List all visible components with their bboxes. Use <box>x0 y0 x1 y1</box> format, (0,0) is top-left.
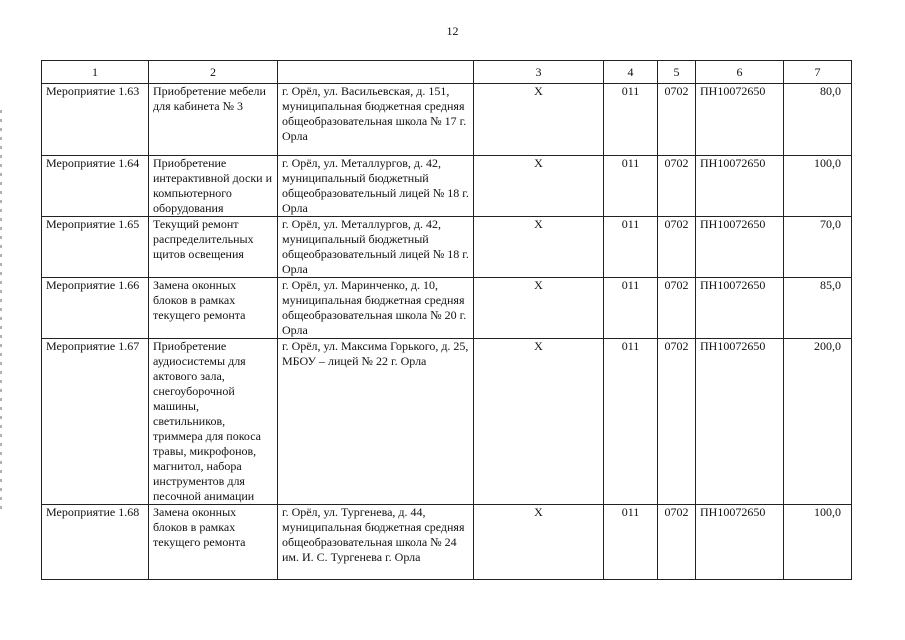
measure-address: г. Орёл, ул. Тургенева, д. 44, муниципальная бюджетная средняя общеобразовательная школа № 24 им. И. С. Тургенева г. Орла <box>278 505 474 580</box>
cell-col-6: ПН10072650 <box>696 339 784 505</box>
table-row <box>42 278 852 339</box>
measure-address: г. Орёл, ул. Металлургов, д. 42, муниципальный бюджетный общеобразовательный лицей № 18 г. Орла <box>278 217 474 278</box>
cell-amount: 100,0 <box>784 156 852 217</box>
column-header-4: 4 <box>604 61 658 84</box>
measures-table <box>41 60 852 580</box>
measure-id: Мероприятие 1.66 <box>42 278 149 339</box>
cell-col-4: 011 <box>604 84 658 156</box>
cell-col-3: Х <box>474 156 604 217</box>
measure-name: Приобретение интерактивной доски и компьютерного оборудования <box>149 156 278 217</box>
measure-address: г. Орёл, ул. Максима Горького, д. 25, МБОУ – лицей № 22 г. Орла <box>278 339 474 505</box>
measure-id: Мероприятие 1.64 <box>42 156 149 217</box>
cell-col-6: ПН10072650 <box>696 84 784 156</box>
cell-col-4: 011 <box>604 278 658 339</box>
cell-amount: 70,0 <box>784 217 852 278</box>
column-header-1: 1 <box>42 61 149 84</box>
table-row <box>42 339 852 505</box>
cell-col-5: 0702 <box>658 278 696 339</box>
measure-name: Приобретение мебели для кабинета № 3 <box>149 84 278 156</box>
cell-amount: 100,0 <box>784 505 852 580</box>
cell-col-5: 0702 <box>658 505 696 580</box>
cell-col-3: Х <box>474 84 604 156</box>
measure-id: Мероприятие 1.65 <box>42 217 149 278</box>
column-header-6: 6 <box>696 61 784 84</box>
measure-address: г. Орёл, ул. Маринченко, д. 10, муниципальная бюджетная средняя общеобразовательная школа № 20 г. Орла <box>278 278 474 339</box>
cell-col-4: 011 <box>604 156 658 217</box>
cell-col-6: ПН10072650 <box>696 217 784 278</box>
column-header-7: 7 <box>784 61 852 84</box>
cell-col-6: ПН10072650 <box>696 278 784 339</box>
measure-address: г. Орёл, ул. Васильевская, д. 151, муниципальная бюджетная средняя общеобразовательная школа № 17 г. Орла <box>278 84 474 156</box>
column-header-3: 3 <box>474 61 604 84</box>
cell-col-5: 0702 <box>658 217 696 278</box>
measure-name: Замена оконных блоков в рамках текущего ремонта <box>149 505 278 580</box>
measure-name: Текущий ремонт распределительных щитов освещения <box>149 217 278 278</box>
cell-col-6: ПН10072650 <box>696 505 784 580</box>
cell-col-5: 0702 <box>658 84 696 156</box>
column-header-5: 5 <box>658 61 696 84</box>
measure-id: Мероприятие 1.67 <box>42 339 149 505</box>
table-row <box>42 217 852 278</box>
column-header-2: 2 <box>149 61 278 84</box>
measure-address: г. Орёл, ул. Металлургов, д. 42, муниципальный бюджетный общеобразовательный лицей № 18 г. Орла <box>278 156 474 217</box>
cell-col-4: 011 <box>604 217 658 278</box>
cell-col-5: 0702 <box>658 156 696 217</box>
table-row <box>42 156 852 217</box>
scan-edge-artifact <box>0 110 2 510</box>
column-header-address <box>278 61 474 84</box>
table-row <box>42 84 852 156</box>
cell-col-3: Х <box>474 278 604 339</box>
cell-col-3: Х <box>474 217 604 278</box>
measure-name: Замена оконных блоков в рамках текущего ремонта <box>149 278 278 339</box>
measure-name: Приобретение аудиосистемы для актового зала, снегоуборочной машины, светильников, триммера для покоса травы, микрофонов, магнитол, набора инструментов для песочной анимации <box>149 339 278 505</box>
cell-col-3: Х <box>474 505 604 580</box>
measure-id: Мероприятие 1.68 <box>42 505 149 580</box>
cell-amount: 80,0 <box>784 84 852 156</box>
cell-amount: 200,0 <box>784 339 852 505</box>
table-row <box>42 505 852 580</box>
cell-col-3: Х <box>474 339 604 505</box>
cell-col-4: 011 <box>604 339 658 505</box>
cell-col-5: 0702 <box>658 339 696 505</box>
measure-id: Мероприятие 1.63 <box>42 84 149 156</box>
cell-col-4: 011 <box>604 505 658 580</box>
header-row <box>42 61 852 84</box>
cell-amount: 85,0 <box>784 278 852 339</box>
cell-col-6: ПН10072650 <box>696 156 784 217</box>
page-number: 12 <box>446 24 459 38</box>
